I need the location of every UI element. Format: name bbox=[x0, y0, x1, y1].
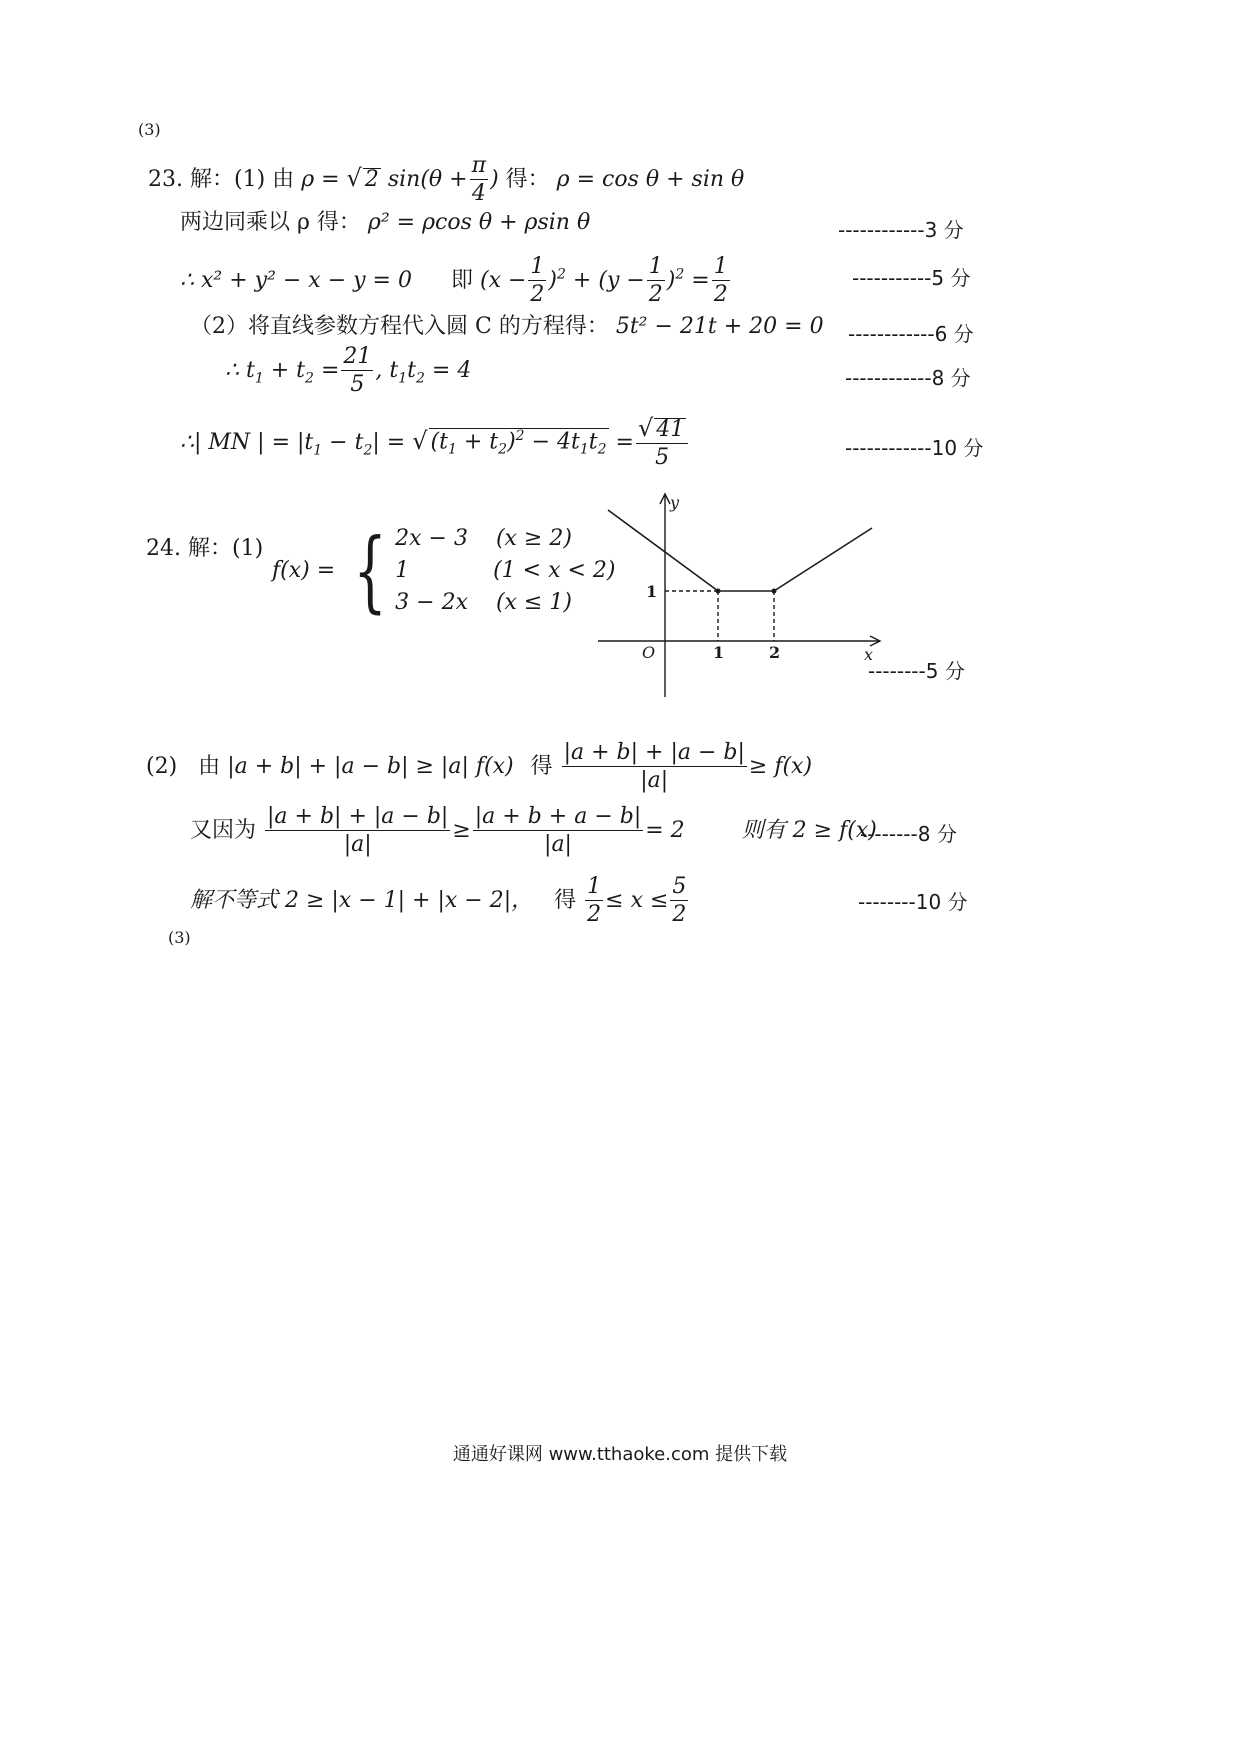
q24-p2-frac-ineq: $\frac{|a + b| + |a - b|}{|a|}$ ≥ f(x) bbox=[563, 740, 813, 793]
q24-case1: 2x − 3 (x ≥ 2) bbox=[395, 526, 572, 551]
q23-l4-eq: 5t² − 21t + 20 = 0 bbox=[615, 314, 824, 339]
q23-line2 bbox=[180, 212, 590, 234]
q23-line6 bbox=[180, 416, 690, 469]
q23-l5-eq: ∴ $t_1 + t_2$ = $\frac{21}{5}$ , $t_1t_2 = 4$ bbox=[225, 344, 472, 397]
q23-de: 得： bbox=[505, 167, 550, 192]
function-curve bbox=[608, 510, 872, 591]
q24-score-5: --------5 分 bbox=[868, 659, 965, 683]
q24-p2-de: 得 bbox=[530, 754, 553, 779]
q23-score-6: ------------6 分 bbox=[848, 322, 974, 346]
q23-l2-eq: ρ² = ρcos θ + ρsin θ bbox=[367, 210, 591, 235]
q23-eq1: ρ = √ 2 sin(θ + $\frac{\pi}{4}$ ) bbox=[301, 153, 499, 206]
q24-p2-line1 bbox=[146, 742, 812, 792]
graph-tick-x1: 1 bbox=[713, 643, 725, 662]
q24-p2-ineq: |a + b| + |a − b| ≥ |a| f(x) bbox=[227, 754, 514, 779]
q23-line1 bbox=[148, 155, 744, 205]
page-mark-bottom: (3) bbox=[168, 928, 191, 947]
q23-l3-circle: (x − $\frac{1}{2}$ )$^2$ + (y − $\frac{1}{2}$ )$^2$ = $\frac{1}{2}$ bbox=[480, 254, 728, 307]
q24-p2-line2-eq: $\frac{|a + b| + |a - b|}{|a|}$ ≥ $\frac{|a + b + a - b|}{|a|}$ = 2 bbox=[267, 804, 685, 857]
q23-l3-ji: 即 bbox=[450, 268, 473, 293]
q24-graph bbox=[590, 492, 890, 702]
q23-score-5: -----------5 分 bbox=[852, 266, 971, 290]
q24-score-8: --------8 分 bbox=[860, 822, 957, 846]
q23-l2-text: 两边同乘以 ρ 得： bbox=[180, 210, 361, 235]
q24-p2-line2-end: 则有 2 ≥ f(x) bbox=[741, 818, 877, 843]
q23-score-10: ------------10 分 bbox=[845, 436, 984, 460]
q24-p2-label: (2) bbox=[146, 754, 178, 779]
q23-score-8: ------------8 分 bbox=[845, 366, 971, 390]
q23-line5 bbox=[225, 346, 471, 396]
q24-p2-line3-start: 解不等式 2 ≥ |x − 1| + |x − 2|， bbox=[190, 888, 534, 913]
q24-p2-line2-start: 又因为 bbox=[190, 818, 257, 843]
q24-p2-you: 由 bbox=[198, 754, 221, 779]
q23-line4 bbox=[190, 316, 824, 338]
q24-p2-line3-de: 得 bbox=[554, 888, 577, 913]
q23-l4-text: （2）将直线参数方程代入圆 C 的方程得： bbox=[190, 314, 609, 339]
q23-l1-rhs: ρ = cos θ + sin θ bbox=[556, 167, 745, 192]
graph-origin: O bbox=[642, 643, 656, 662]
q24-fx: f(x) = bbox=[272, 558, 336, 583]
point-2-1 bbox=[772, 589, 777, 594]
q23-l6-eq: ∴| MN | = $|t_1 - t_2|$ = √ $(t_1 + t_2)^2 - 4t_1t_2$ = $\frac{√ 41}{5}$ bbox=[180, 430, 690, 455]
q24-piecewise bbox=[272, 518, 616, 622]
page-mark: (3) bbox=[138, 120, 161, 139]
q24-case2: 1 (1 < x < 2) bbox=[395, 558, 616, 583]
q23-l3-eq: ∴ x² + y² − x − y = 0 bbox=[180, 268, 412, 293]
q23-line3 bbox=[180, 256, 732, 306]
graph-y-label: y bbox=[670, 493, 680, 512]
q23-you: 由 bbox=[272, 167, 295, 192]
q23-number: 23. bbox=[148, 167, 183, 192]
graph-tick-y1: 1 bbox=[646, 582, 658, 601]
graph-x-label: x bbox=[864, 645, 874, 664]
q24-p2-line2 bbox=[190, 806, 877, 856]
page-footer: 通通好课网 www.tthaoke.com 提供下载 bbox=[452, 1444, 788, 1465]
q23-score-3: ------------3 分 bbox=[838, 218, 964, 242]
point-1-1 bbox=[716, 589, 721, 594]
q24-p2-line3 bbox=[190, 876, 690, 926]
q23-jie: 解：(1) bbox=[190, 167, 266, 192]
q24-case3: 3 − 2x (x ≤ 1) bbox=[395, 590, 572, 615]
q24-number: 24. bbox=[146, 536, 181, 561]
q24-brace: { bbox=[353, 518, 387, 622]
q24-score-10: --------10 分 bbox=[858, 890, 968, 914]
q24-cases bbox=[395, 528, 615, 614]
graph-tick-x2: 2 bbox=[769, 643, 781, 662]
q24-jie: 解：(1) bbox=[188, 536, 264, 561]
q24-p2-line3-result: $\frac{1}{2}$ ≤ x ≤ $\frac{5}{2}$ bbox=[587, 874, 687, 927]
q24-line1 bbox=[146, 538, 263, 560]
